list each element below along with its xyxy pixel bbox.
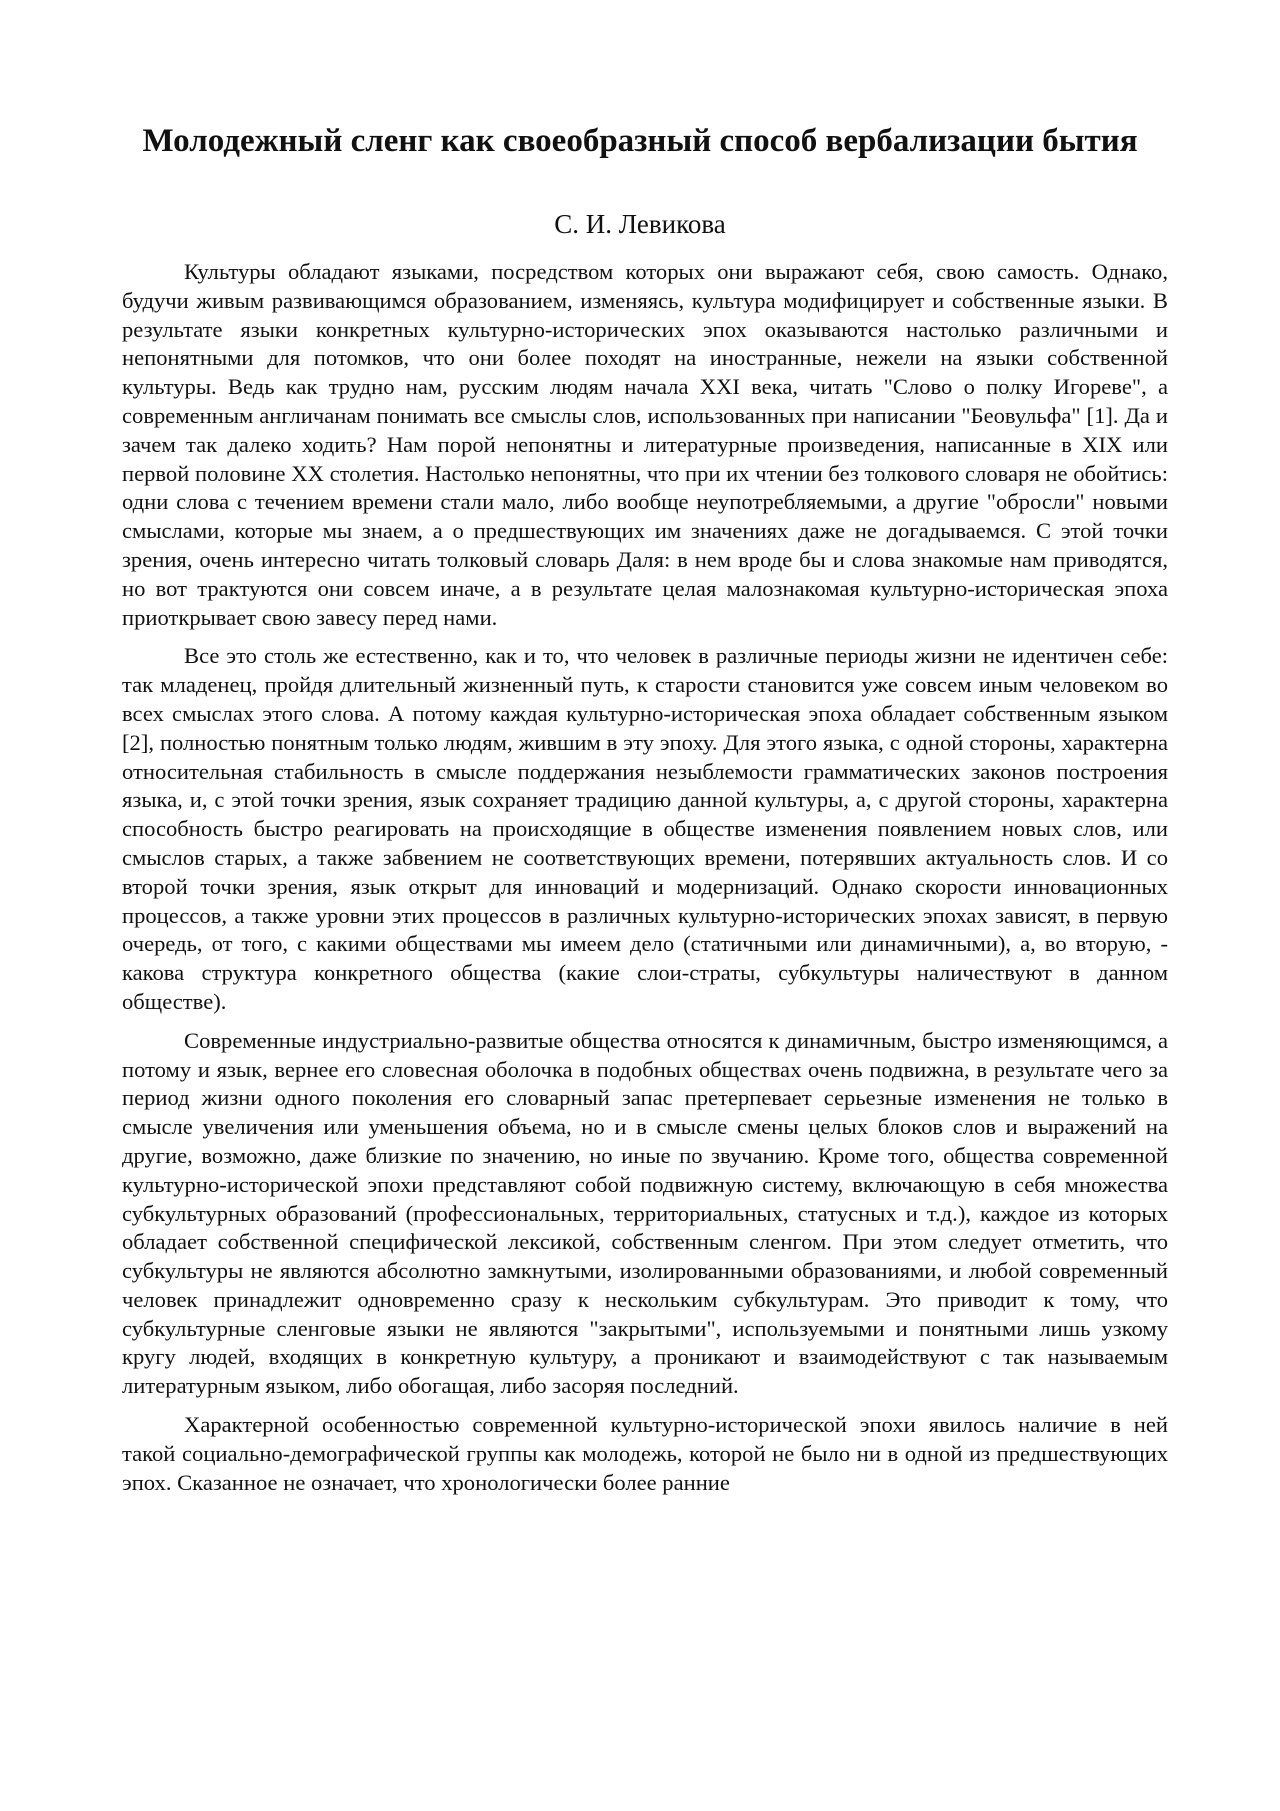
author-name: С. И. Левикова xyxy=(554,209,726,239)
paragraph-2: Все это столь же естественно, как и то, что человек в различные периоды жизни не идентичен себе: так младенец, пройдя длительный жизненный путь, к старости становится уже совсем иным человеком во всех смыслах этого слова. А потому каждая культурно-историческая эпоха обладает собственным языком [2], полностью понятным только людям, жившим в эту эпоху. Для этого языка, с одной стороны, характерна относительная стабильность в смысле поддержания незыблемости грамматических законов построения языка, и, с этой точки зрения, язык сохраняет традицию данной культуры, а, с другой стороны, характерна способность быстро реагировать на происходящие в обществе изменения появлением новых слов, или смыслов старых, а также забвением не соответствующих времени, потерявших актуальность слов. И со второй точки зрения, язык открыт для инноваций и модернизаций. Однако скорости инновационных процессов, а также уровни этих процессов в различных культурно-исторических эпохах зависят, в первую очередь, от того, с какими обществами мы имеем дело (статичными или динамичными), а, во вторую, - какова структура конкретного общества (какие слои-страты, субкультуры наличествуют в данном обществе). xyxy=(122,643,1168,1014)
page-title: Молодежный сленг как своеобразный способ вербализации бытия xyxy=(142,123,1138,159)
paragraph-1: Культуры обладают языками, посредством которых они выражают себя, свою самость. Однако, будучи живым развивающимся образованием, изменяясь, культура модифицирует и собственные языки. В результате языки конкретных культурно-исторических эпох оказываются настолько различными и непонятными для потомков, что они более походят на иностранные, нежели на языки собственной культуры. Ведь как трудно нам, русским людям начала XXI века, читать "Слово о полку Игореве", а современным англичанам понимать все смыслы слов, использованных при написании "Беовульфа" [1]. Да и зачем так далеко ходить? Нам порой непонятны и литературные произведения, написанные в XIX или первой половине XX столетия. Настолько непонятны, что при их чтении без толкового словаря не обойтись: одни слова с течением времени стали мало, либо вообще неупотребляемыми, а другие "обросли" новыми смыслами, которые мы знаем, а о предшествующих им значениях даже не догадываемся. С этой точки зрения, очень интересно читать толковый словарь Даля: в нем вроде бы и слова знакомые нам приводятся, но вот трактуются они совсем иначе, а в результате целая малознакомая культурно-историческая эпоха приоткрывает свою завесу перед нами. xyxy=(122,259,1168,630)
paragraph-3: Современные индустриально-развитые общества относятся к динамичным, быстро изменяющимся, а потому и язык, вернее его словесная оболочка в подобных обществах очень подвижна, в результате чего за период жизни одного поколения его словарный запас претерпевает серьезные изменения не только в смысле увеличения или уменьшения объема, но и в смысле смены целых блоков слов и выражений на другие, возможно, даже близкие по значению, но иные по звучанию. Кроме того, общества современной культурно-исторической эпохи представляют собой подвижную систему, включающую в себя множества субкультурных образований (профессиональных, территориальных, статусных и т.д.), каждое из которых обладает собственной специфической лексикой, собственным сленгом. При этом следует отметить, что субкультуры не являются абсолютно замкнутыми, изолированными образованиями, и любой современный человек принадлежит одновременно сразу к нескольким субкультурам. Это приводит к тому, что субкультурные сленговые языки не являются "закрытыми", используемыми и понятными лишь узкому кругу людей, входящих в конкретную культуру, а проникают и взаимодействуют с так называемым литературным языком, либо обогащая, либо засоряя последний. xyxy=(122,1027,1168,1399)
article-body xyxy=(122,258,1168,1507)
paragraph-4: Характерной особенностью современной культурно-исторической эпохи явилось наличие в ней такой социально-демографической группы как молодежь, которой не было ни в одной из предшествующих эпох. Сказанное не означает, что хронологически более ранние xyxy=(122,1412,1168,1495)
